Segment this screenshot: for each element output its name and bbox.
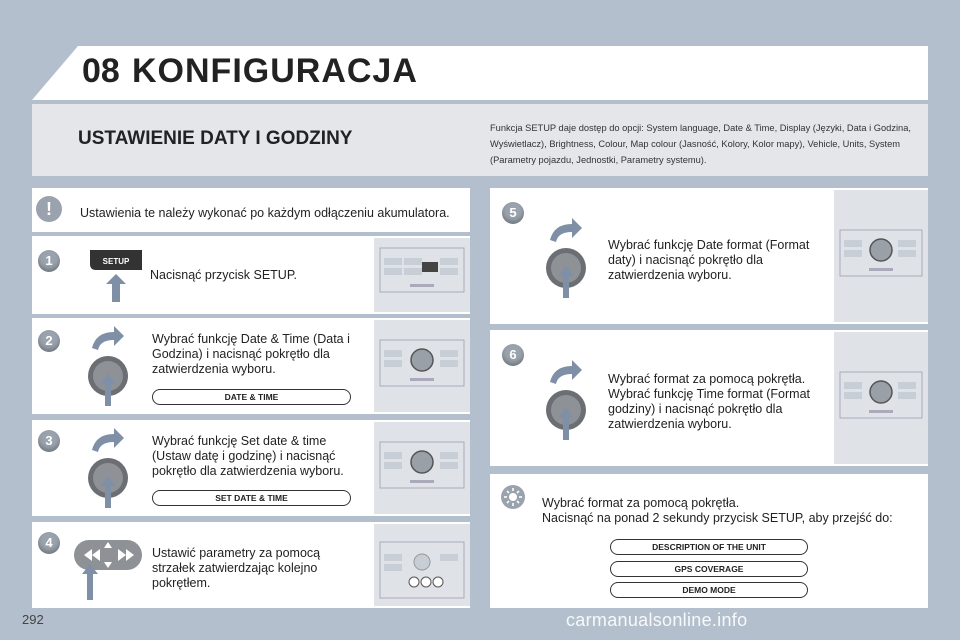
step-3-number: 3	[38, 430, 60, 452]
step-6-number: 6	[502, 344, 524, 366]
step-5-text: Wybrać funkcję Date format (Format daty) i nacisnąć pokrętło dla zatwierdzenia wyboru.	[608, 238, 810, 282]
step-2-thumbnail	[374, 320, 470, 412]
tip-line-1: Wybrać format za pomocą pokrętła.	[542, 496, 740, 510]
step-1-text: Nacisnąć przycisk SETUP.	[150, 268, 298, 282]
rotary-knob-icon	[78, 324, 138, 404]
warning-icon: !	[36, 196, 62, 222]
step-3-text: Wybrać funkcję Set date & time (Ustaw datę i godzinę) i nacisnąć pokrętło dla zatwierdzenia wyboru.	[152, 434, 344, 478]
page-title: KONFIGURACJA	[132, 52, 418, 90]
step-2-number: 2	[38, 330, 60, 352]
rotary-knob-icon	[536, 358, 596, 438]
rotary-knob-icon	[536, 216, 596, 296]
step-6-thumbnail	[834, 332, 928, 464]
header-corner	[32, 46, 78, 100]
step-4-thumbnail	[374, 524, 470, 606]
section-title: USTAWIENIE DATY I GODZINY	[78, 128, 353, 149]
step-5-number: 5	[502, 202, 524, 224]
tip-sun-icon	[500, 484, 526, 510]
step-3-thumbnail	[374, 422, 470, 514]
setup-button-illustration	[86, 248, 144, 304]
set-date-time-menu-item[interactable]: SET DATE & TIME	[152, 490, 351, 506]
demo-mode-menu-item[interactable]: DEMO MODE	[610, 582, 808, 598]
date-time-menu-item[interactable]: DATE & TIME	[152, 389, 351, 405]
page-number: 292	[22, 612, 44, 627]
step-1-number: 1	[38, 250, 60, 272]
step-4-number: 4	[38, 532, 60, 554]
step-2-text: Wybrać funkcję Date & Time (Data i Godzina) i nacisnąć pokrętło dla zatwierdzenia wyboru.	[152, 332, 350, 376]
step-6-text: Wybrać format za pomocą pokrętła. Wybrać funkcję Time format (Format godziny) i nacisnąć pokrętło dla zatwierdzenia wyboru.	[608, 372, 811, 431]
setup-button-label: SETUP	[102, 257, 130, 266]
arrow-buttons-illustration	[70, 530, 148, 602]
watermark: carmanualsonline.info	[566, 610, 748, 630]
warning-text: Ustawienia te należy wykonać po każdym odłączeniu akumulatora.	[80, 206, 450, 220]
step-1-thumbnail	[374, 238, 470, 312]
gps-coverage-menu-item[interactable]: GPS COVERAGE	[610, 561, 808, 577]
chapter-number: 08	[82, 52, 120, 90]
tip-line-2: Nacisnąć na ponad 2 sekundy przycisk SETUP, aby przejść do:	[542, 511, 893, 525]
step-4-text: Ustawić parametry za pomocą strzałek zatwierdzając kolejno pokrętłem.	[152, 546, 321, 590]
rotary-knob-icon	[78, 426, 138, 506]
step-5-thumbnail	[834, 190, 928, 322]
intro-text: Funkcja SETUP daje dostęp do opcji: System language, Date & Time, Display (Języki, Data i Godzina, Wyświetlacz), Brightness, Colour, Map colour (Jasność, Kolory, Kolor mapy), Vehicle, Units, System (Parametry pojazdu, Jednostki, Parametry systemu).	[490, 123, 911, 165]
description-of-unit-menu-item[interactable]: DESCRIPTION OF THE UNIT	[610, 539, 808, 555]
